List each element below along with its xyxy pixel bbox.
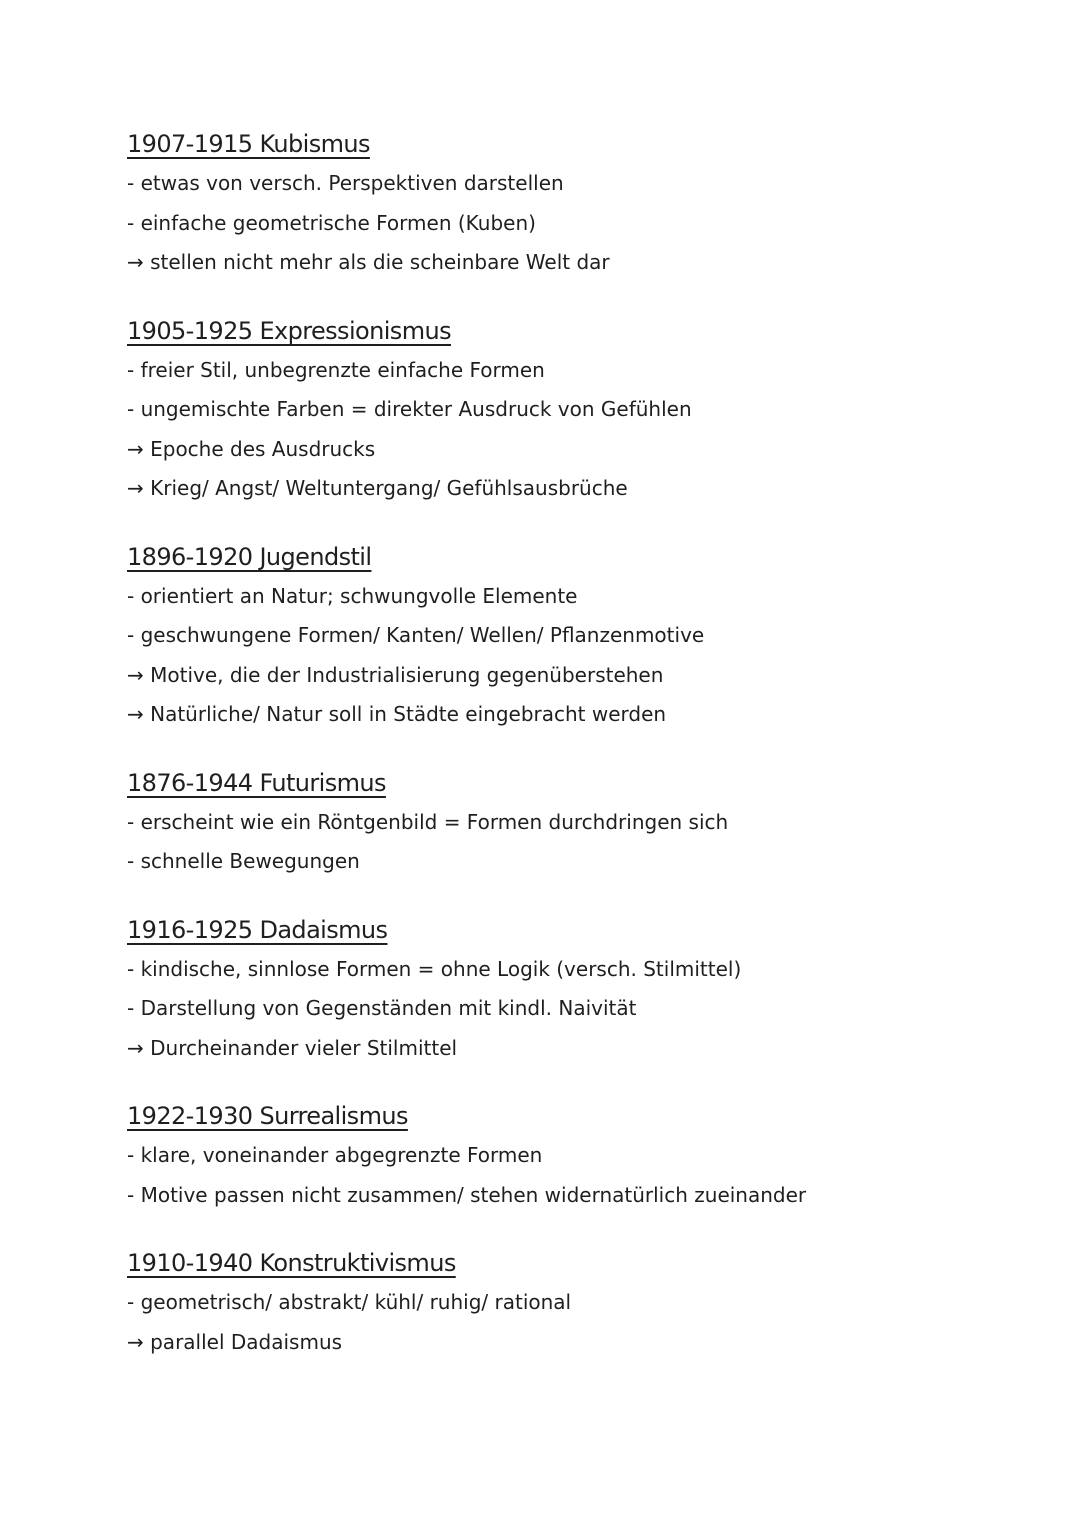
section-heading: 1907-1915 Kubismus (127, 130, 370, 158)
section-konstruktivismus (127, 1245, 1027, 1362)
section-kubismus (127, 126, 1027, 283)
section-heading: 1916-1925 Dadaismus (127, 915, 388, 944)
bullet-line: - geometrisch/ abstrakt/ kühl/ ruhig/ rational (127, 1290, 572, 1314)
bullet-line: - einfache geometrische Formen (Kuben) (127, 210, 536, 235)
bullet-line: - geschwungene Formen/ Kanten/ Wellen/ Pflanzenmotive (127, 623, 705, 647)
arrow-line: → parallel Dadaismus (127, 1329, 343, 1354)
bullet-line: - klare, voneinander abgegrenzte Formen (127, 1143, 543, 1167)
arrow-line: → Motive, die der Industrialisierung gegenüberstehen (127, 662, 664, 687)
arrow-line: → Krieg/ Angst/ Weltuntergang/ Gefühlsausbrüche (127, 476, 628, 500)
bullet-line: - kindische, sinnlose Formen = ohne Logik (versch. Stilmittel) (127, 956, 742, 981)
section-heading: 1910-1940 Konstruktivismus (127, 1249, 456, 1277)
arrow-line: → Durcheinander vieler Stilmittel (127, 1035, 458, 1060)
section-dadaismus (127, 912, 1027, 1069)
section-heading: 1905-1925 Expressionismus (127, 316, 451, 345)
bullet-line: - schnelle Bewegungen (127, 849, 360, 873)
arrow-line: → Natürliche/ Natur soll in Städte eingebracht werden (127, 702, 667, 726)
section-expressionismus (127, 313, 1027, 509)
document-page (127, 126, 1027, 1362)
bullet-line: - Darstellung von Gegenständen mit kindl. Naivität (127, 996, 637, 1020)
section-heading: 1876-1944 Futurismus (127, 768, 386, 797)
section-surrealismus (127, 1098, 1027, 1215)
section-futurismus (127, 765, 1027, 882)
bullet-line: - orientiert an Natur; schwungvolle Elemente (127, 583, 578, 608)
bullet-line: - etwas von versch. Perspektiven darstellen (127, 171, 564, 195)
section-heading: 1896-1920 Jugendstil (127, 542, 372, 571)
arrow-line: → Epoche des Ausdrucks (127, 436, 376, 461)
bullet-line: - ungemischte Farben = direkter Ausdruck von Gefühlen (127, 397, 692, 421)
bullet-line: - erscheint wie ein Röntgenbild = Formen durchdringen sich (127, 809, 729, 834)
bullet-line: - freier Stil, unbegrenzte einfache Formen (127, 357, 545, 382)
section-heading: 1922-1930 Surrealismus (127, 1102, 408, 1130)
arrow-line: → stellen nicht mehr als die scheinbare Welt dar (127, 250, 610, 274)
bullet-line: - Motive passen nicht zusammen/ stehen widernatürlich zueinander (127, 1182, 807, 1207)
section-jugendstil (127, 539, 1027, 735)
